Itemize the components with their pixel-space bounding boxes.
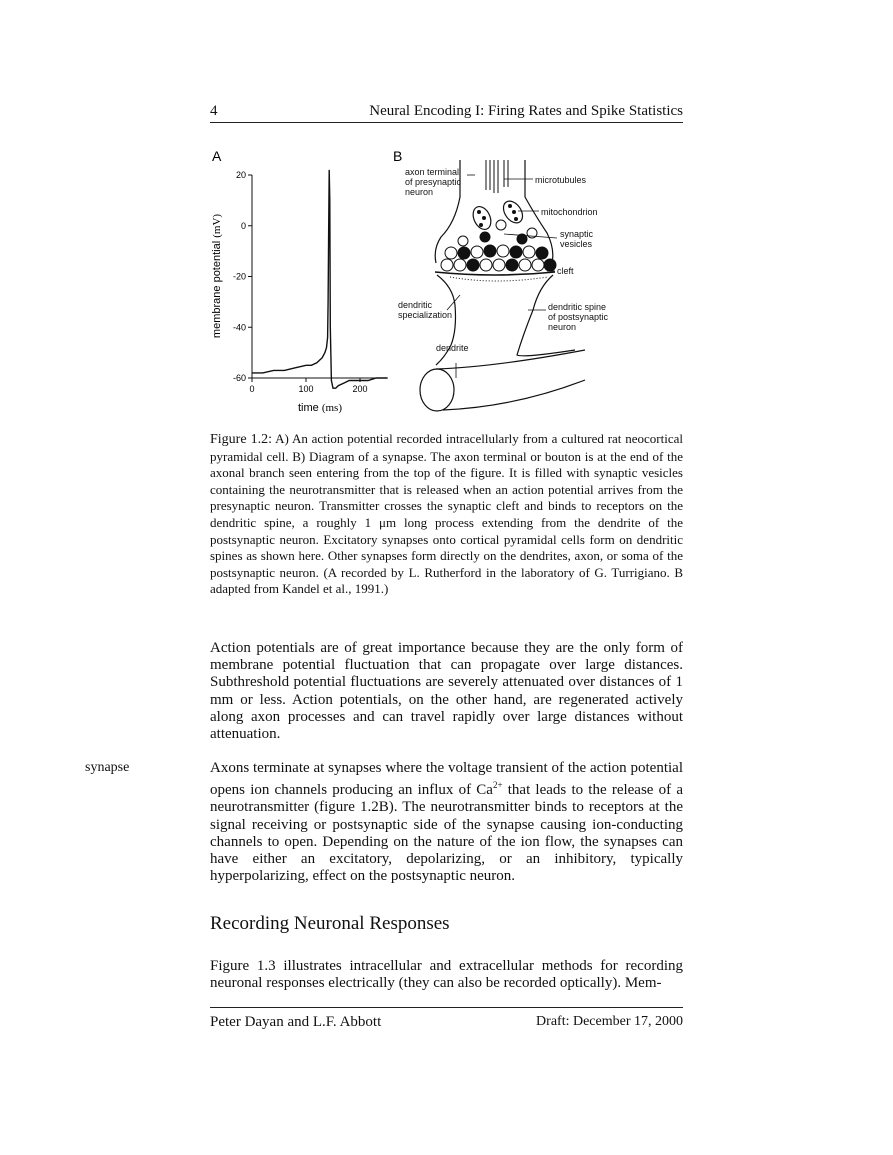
label-dendritic-specialization: dendritic specialization — [398, 300, 453, 320]
x-tick-label: 0 — [249, 384, 255, 394]
header-rule — [210, 122, 683, 123]
page-number: 4 — [210, 103, 218, 119]
x-tick-label: 100 — [298, 384, 314, 394]
panel-b-label: B — [393, 148, 403, 164]
footer-rule — [210, 1007, 683, 1008]
figure-1-2 — [205, 145, 690, 420]
footer-draft-date: Draft: December 17, 2000 — [536, 1014, 683, 1029]
section-heading: Recording Neuronal Responses — [210, 913, 450, 934]
y-tick-label: 0 — [240, 220, 246, 231]
body-paragraph-1: Action potentials are of great importance because they are the only form of membrane potential fluctuation that can propagate over large distances. Subthreshold potential fluctuations are severely attenuated over distances of 1 mm or less. Action potentials, on the other hand, are regenerated actively along axon processes and can travel rapidly over large distances without attenuation. — [210, 640, 683, 743]
microtubules-shape — [486, 160, 508, 193]
figure-caption — [210, 431, 683, 598]
membrane-potential-trace — [252, 170, 387, 388]
x-tick-label: 200 — [352, 384, 368, 394]
label-dendritic-spine: dendritic spine of postsynaptic neuron — [548, 302, 609, 332]
y-tick-label: -60 — [232, 373, 246, 383]
label-mitochondrion: mitochondrion — [541, 207, 598, 217]
panel-b-labels — [398, 167, 611, 353]
x-axis-label: time (ms) — [297, 402, 343, 414]
synaptic-cleft — [450, 277, 548, 281]
footer-authors: Peter Dayan and L.F. Abbott — [210, 1014, 382, 1030]
caption-lead: Figure 1.2: — [210, 432, 273, 447]
label-dendrite: dendrite — [436, 343, 469, 353]
synaptic-vesicles-shape — [441, 220, 556, 271]
label-microtubules: microtubules — [535, 175, 587, 185]
label-cleft: cleft — [557, 266, 574, 276]
label-axon-terminal: axon terminal of presynaptic neuron — [405, 167, 462, 197]
dendrite-cross-section — [420, 369, 454, 411]
panel-a-label: A — [212, 148, 222, 164]
body-paragraph-2: Axons terminate at synapses where the voltage transient of the action potential opens ion channels producing an influx of $Ca^{2+}$ that leads to the release of a neurotransmitter (figure 1.2B). The neurotransmitter binds to receptors at the signal receiving or postsynaptic side of the synapse causing ion-conducting channels to open. Depending on the nature of the ion flow, the synapses can have either an excitatory, depolarizing, or an inhibitory, typically hyperpolarizing, effect on the postsynaptic neuron. — [210, 760, 683, 885]
y-tick-label: 20 — [235, 170, 246, 180]
dendrite-bottom-edge — [443, 380, 585, 410]
presynaptic-membrane — [435, 272, 555, 275]
caption-text: A) An action potential recorded intracellularly from a cultured rat neocortical pyramidal cell. B) Diagram of a synapse. The axon terminal or bouton is at the end of the axonal branch seen entering from the top of the figure. It is filled with synaptic vesicles containing the neurotransmitter that is released when an action potential arrives from the presynaptic neuron. Transmitter crosses the synaptic cleft and binds to receptors on the dendritic spine, a roughly 1 μm long process extending from the dendrite of the postsynaptic neuron. Excitatory synapses onto cortical pyramidal cells form on dendritic spines as shown here. Other synapses form directly on the dendrites, axon, or soma of the postsynaptic neuron. (A recorded by L. Rutherford in the laboratory of G. Turrigiano. B adapted from Kandel et al., 1991.) — [210, 431, 683, 597]
synapse-diagram — [420, 160, 585, 411]
y-axis-label: membrane potential (mV) — [211, 213, 223, 339]
margin-note: synapse — [85, 760, 130, 775]
y-tick-label: -40 — [232, 322, 246, 333]
y-tick-label: -20 — [232, 271, 246, 282]
running-header-title: Neural Encoding I: Firing Rates and Spike Statistics — [369, 103, 683, 119]
action-potential-chart — [211, 170, 388, 414]
body-paragraph-3: Figure 1.3 illustrates intracellular and extracellular methods for recording neuronal responses electrically (they can also be recorded optically). Mem- — [210, 958, 683, 992]
label-synaptic-vesicles: synaptic vesicles — [560, 229, 594, 249]
